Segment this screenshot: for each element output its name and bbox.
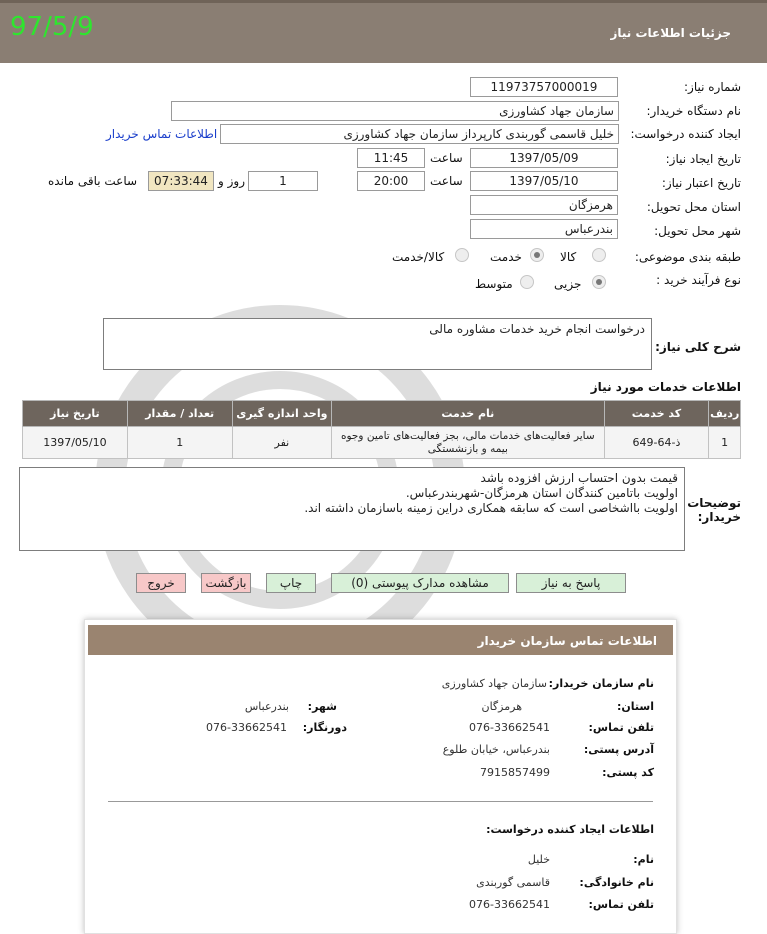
contact-city-value: بندرعباس bbox=[244, 700, 289, 713]
process-option-minor: جزیی bbox=[554, 277, 582, 291]
process-label: نوع فرآیند خرید : bbox=[656, 273, 741, 287]
expiry-time-field: 20:00 bbox=[357, 171, 425, 191]
create-time-label: ساعت bbox=[430, 151, 463, 165]
buyer-contact-link[interactable]: اطلاعات تماس خریدار bbox=[106, 127, 218, 141]
cell-unit: نفر bbox=[232, 427, 332, 459]
category-option-goods: کالا bbox=[560, 250, 577, 264]
contact-postal-label: کد پستی: bbox=[602, 766, 654, 779]
creator-family-label: نام خانوادگی: bbox=[579, 876, 654, 889]
contact-panel-title: اطلاعات تماس سازمان خریدار bbox=[477, 634, 657, 648]
col-unit: واحد اندازه گیری bbox=[232, 401, 332, 427]
buyer-notes-box bbox=[19, 467, 685, 551]
create-date-field: 1397/05/09 bbox=[470, 148, 618, 168]
contact-fax-label: دورنگار: bbox=[302, 721, 347, 734]
col-need-date: تاریخ نیاز bbox=[23, 401, 128, 427]
buyer-org-label: نام دستگاه خریدار: bbox=[646, 104, 741, 118]
cell-service-code: ذ-64-649 bbox=[604, 427, 709, 459]
contact-province-label: استان: bbox=[617, 700, 654, 713]
contact-phone-label: تلفن تماس: bbox=[588, 721, 654, 734]
need-number-field: 11973757000019 bbox=[470, 77, 618, 97]
buyer-note-line: اولویت بااشخاصی است که سابقه همکاری دراین زمینه باسازمان داشته اند. bbox=[304, 501, 678, 515]
print-button[interactable]: چاپ bbox=[266, 573, 316, 593]
contact-city-label: شهر: bbox=[307, 700, 337, 713]
creator-phone-label: تلفن تماس: bbox=[588, 898, 654, 911]
summary-text: درخواست انجام خرید خدمات مشاوره مالی bbox=[103, 318, 652, 370]
services-table bbox=[22, 400, 741, 459]
process-radio-medium[interactable] bbox=[520, 275, 534, 289]
days-label: روز و bbox=[218, 174, 245, 188]
cell-row-number: 1 bbox=[709, 427, 741, 459]
back-button[interactable]: بازگشت bbox=[201, 573, 251, 593]
services-header-row bbox=[23, 401, 741, 427]
category-radio-both[interactable] bbox=[455, 248, 469, 262]
contact-phone-value: 076-33662541 bbox=[469, 721, 550, 734]
panel-divider bbox=[108, 801, 653, 802]
need-number-label: شماره نیاز: bbox=[684, 80, 741, 94]
exit-button[interactable]: خروج bbox=[136, 573, 186, 593]
expiry-date-field: 1397/05/10 bbox=[470, 171, 618, 191]
expiry-time-label: ساعت bbox=[430, 174, 463, 188]
category-radio-service[interactable] bbox=[530, 248, 544, 262]
col-service-name: نام خدمت bbox=[332, 401, 604, 427]
process-option-medium: متوسط bbox=[475, 277, 513, 291]
days-field: 1 bbox=[248, 171, 318, 191]
city-label: شهر محل تحویل: bbox=[654, 224, 741, 238]
table-row bbox=[23, 427, 741, 459]
cell-service-name: سایر فعالیت‌های خدمات مالی، بجز فعالیت‌های تامین وجوه بیمه و بازنشستگی bbox=[332, 427, 604, 459]
col-row-number: ردیف bbox=[709, 401, 741, 427]
attachments-button[interactable]: مشاهده مدارک پیوستی (0) bbox=[331, 573, 509, 593]
contact-fax-value: 076-33662541 bbox=[206, 721, 287, 734]
category-radio-goods[interactable] bbox=[592, 248, 606, 262]
creator-name-value: خلیل bbox=[527, 853, 550, 866]
remaining-time-field: 07:33:44 bbox=[148, 171, 214, 191]
date-stamp: 97/5/9 bbox=[10, 12, 94, 42]
category-option-both: کالا/خدمت bbox=[392, 250, 445, 264]
province-field: هرمزگان bbox=[470, 195, 618, 215]
cell-quantity: 1 bbox=[127, 427, 232, 459]
expiry-date-label: تاریخ اعتبار نیاز: bbox=[661, 176, 741, 190]
buyer-org-field: سازمان جهاد کشاورزی bbox=[171, 101, 619, 121]
province-label: استان محل تحویل: bbox=[646, 200, 741, 214]
buyer-note-line: قیمت بدون احتساب ارزش افزوده باشد bbox=[480, 471, 678, 485]
category-option-service: خدمت bbox=[490, 250, 522, 264]
summary-label: شرح کلی نیاز: bbox=[655, 340, 741, 354]
services-title: اطلاعات خدمات مورد نیاز bbox=[590, 380, 741, 394]
cell-need-date: 1397/05/10 bbox=[23, 427, 128, 459]
city-field: بندرعباس bbox=[470, 219, 618, 239]
contact-postal-value: 7915857499 bbox=[480, 766, 550, 779]
create-time-field: 11:45 bbox=[357, 148, 425, 168]
process-radio-minor[interactable] bbox=[592, 275, 606, 289]
reply-button[interactable]: پاسخ به نیاز bbox=[516, 573, 626, 593]
buyer-note-line: اولویت باتامین کنندگان استان هرمزگان-شهربندرعباس. bbox=[405, 486, 678, 500]
creator-family-value: قاسمی گوربندی bbox=[476, 876, 550, 889]
contact-address-label: آدرس پستی: bbox=[583, 743, 654, 756]
remaining-label: ساعت باقی مانده bbox=[48, 174, 138, 188]
col-service-code: کد خدمت bbox=[604, 401, 709, 427]
category-label: طبقه بندی موضوعی: bbox=[634, 250, 741, 264]
page-title: جزئیات اطلاعات نیاز bbox=[610, 26, 731, 40]
contact-province-value: هرمزگان bbox=[481, 700, 522, 713]
contact-org-value: سازمان جهاد کشاورزی bbox=[441, 677, 547, 690]
creator-name-label: نام: bbox=[633, 853, 654, 866]
creator-phone-value: 076-33662541 bbox=[469, 898, 550, 911]
contact-address-value: بندرعباس، خیابان طلوع bbox=[442, 743, 550, 756]
create-date-label: تاریخ ایجاد نیاز: bbox=[665, 152, 741, 166]
contact-org-label: نام سازمان خریدار: bbox=[548, 677, 654, 690]
buyer-notes-label: توضیحات خریدار: bbox=[687, 496, 741, 524]
creator-section-title: اطلاعات ایجاد کننده درخواست: bbox=[486, 823, 654, 836]
col-quantity: تعداد / مقدار bbox=[127, 401, 232, 427]
creator-field: خلیل قاسمی گوربندی کارپرداز سازمان جهاد کشاورزی bbox=[220, 124, 619, 144]
creator-label: ایجاد کننده درخواست: bbox=[630, 127, 741, 141]
